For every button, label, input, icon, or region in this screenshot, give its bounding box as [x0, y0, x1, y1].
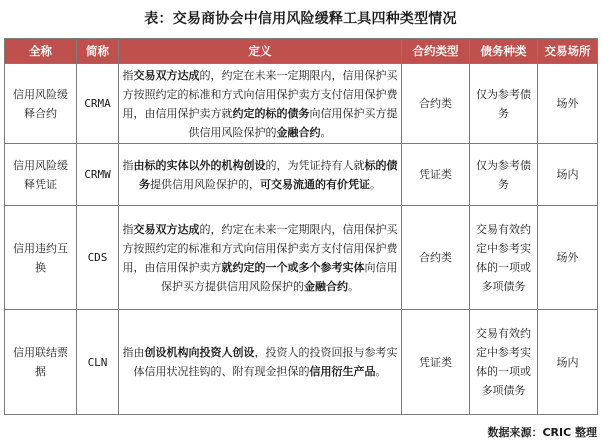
definition-text: 。	[375, 365, 387, 378]
definition-highlight: 由标的实体以外的机构创设	[133, 158, 266, 172]
debt-type-cell: 仅为参考债务	[470, 64, 538, 144]
definition-text: ，投资人的投资回报与参考实体信用状况挂钩的、附有现金担保的	[133, 346, 398, 378]
venue-cell: 场外	[538, 206, 598, 310]
definition-highlight: 就约定的一个或多个参考实体	[221, 260, 365, 274]
definition-cell	[119, 206, 402, 310]
table-row	[5, 206, 598, 310]
definition-text: 的，约定在未来一定期限内，信用保护买方按照约定的标准和方式向信用保护卖方支付信用保护费用，由信用保护卖方就	[122, 68, 398, 120]
header-contract-type: 合约类型	[402, 39, 470, 64]
venue-cell: 场外	[538, 64, 598, 144]
definition-cell	[119, 310, 402, 415]
definition-text: 。	[370, 177, 381, 191]
definition-highlight: 可交易流通的有价凭证	[260, 177, 370, 191]
definition-text: 。	[348, 279, 359, 293]
debt-type-cell: 交易有效约定中参考实体的一项或多项债务	[470, 310, 538, 415]
table-row	[5, 64, 598, 144]
definition-highlight: 创设机构向投资人创设	[144, 346, 255, 359]
abbr-cell: CLN	[77, 310, 119, 415]
contract-type-cell: 凭证类	[402, 310, 470, 415]
definition-text: 的，约定在未来一定期限内，信用保护买方按照约定的标准和方式向信用保护卖方支付信用保护费用，由信用保护卖方	[122, 222, 398, 274]
definition-cell	[119, 64, 402, 144]
full-name-cell: 信用联结票据	[5, 310, 77, 415]
header-venue: 交易场所	[538, 39, 598, 64]
definition-text: 。	[320, 125, 332, 139]
definition-text: 指	[122, 222, 134, 236]
header-row	[5, 39, 598, 64]
abbr-cell: CRMA	[77, 64, 119, 144]
definition-text: 指由	[122, 346, 145, 359]
definition-text: 的，为凭证持有人就	[265, 158, 365, 172]
definition-highlight: 交易双方达成	[133, 222, 200, 236]
contract-type-cell: 凭证类	[402, 144, 470, 206]
table-row	[5, 144, 598, 206]
definition-text: 向信用保护买方提供信用风险保护的	[161, 260, 398, 293]
contract-type-cell: 合约类	[402, 206, 470, 310]
definition-highlight: 标的债务	[139, 158, 398, 191]
header-abbr: 简称	[77, 39, 119, 64]
definition-text: 向信用保护买方提供信用风险保护的	[188, 106, 398, 139]
abbr-cell: CRMW	[77, 144, 119, 206]
data-source-note: 数据来源：CRIC 整理	[487, 426, 597, 439]
definition-highlight: 约定的标的债务	[232, 106, 310, 120]
table-row	[5, 310, 598, 415]
venue-cell: 场内	[538, 310, 598, 415]
debt-type-cell: 仅为参考债务	[470, 144, 538, 206]
definition-highlight: 交易双方达成	[133, 68, 200, 82]
definition-cell	[119, 144, 402, 206]
abbr-cell: CDS	[77, 206, 119, 310]
header-definition: 定义	[119, 39, 402, 64]
header-debt-type: 债务种类	[470, 39, 538, 64]
definition-highlight: 金融合约	[276, 125, 321, 139]
contract-type-cell: 合约类	[402, 64, 470, 144]
definition-highlight: 金融合约	[304, 279, 348, 293]
definition-highlight: 信用衍生产品	[309, 365, 376, 378]
debt-type-cell: 交易有效约定中参考实体的一项或多项债务	[470, 206, 538, 310]
full-name-cell: 信用风险缓释合约	[5, 64, 77, 144]
venue-cell: 场内	[538, 144, 598, 206]
table-title: 表：交易商协会中信用风险缓释工具四种类型情况	[144, 11, 457, 27]
full-name-cell: 信用风险缓释凭证	[5, 144, 77, 206]
full-name-cell: 信用违约互换	[5, 206, 77, 310]
definition-text: 指	[122, 68, 134, 82]
header-full-name: 全称	[5, 39, 77, 64]
definition-text: 提供信用风险保护的，	[150, 177, 260, 191]
definition-text: 指	[122, 158, 134, 172]
credit-risk-tools-table	[4, 38, 598, 415]
